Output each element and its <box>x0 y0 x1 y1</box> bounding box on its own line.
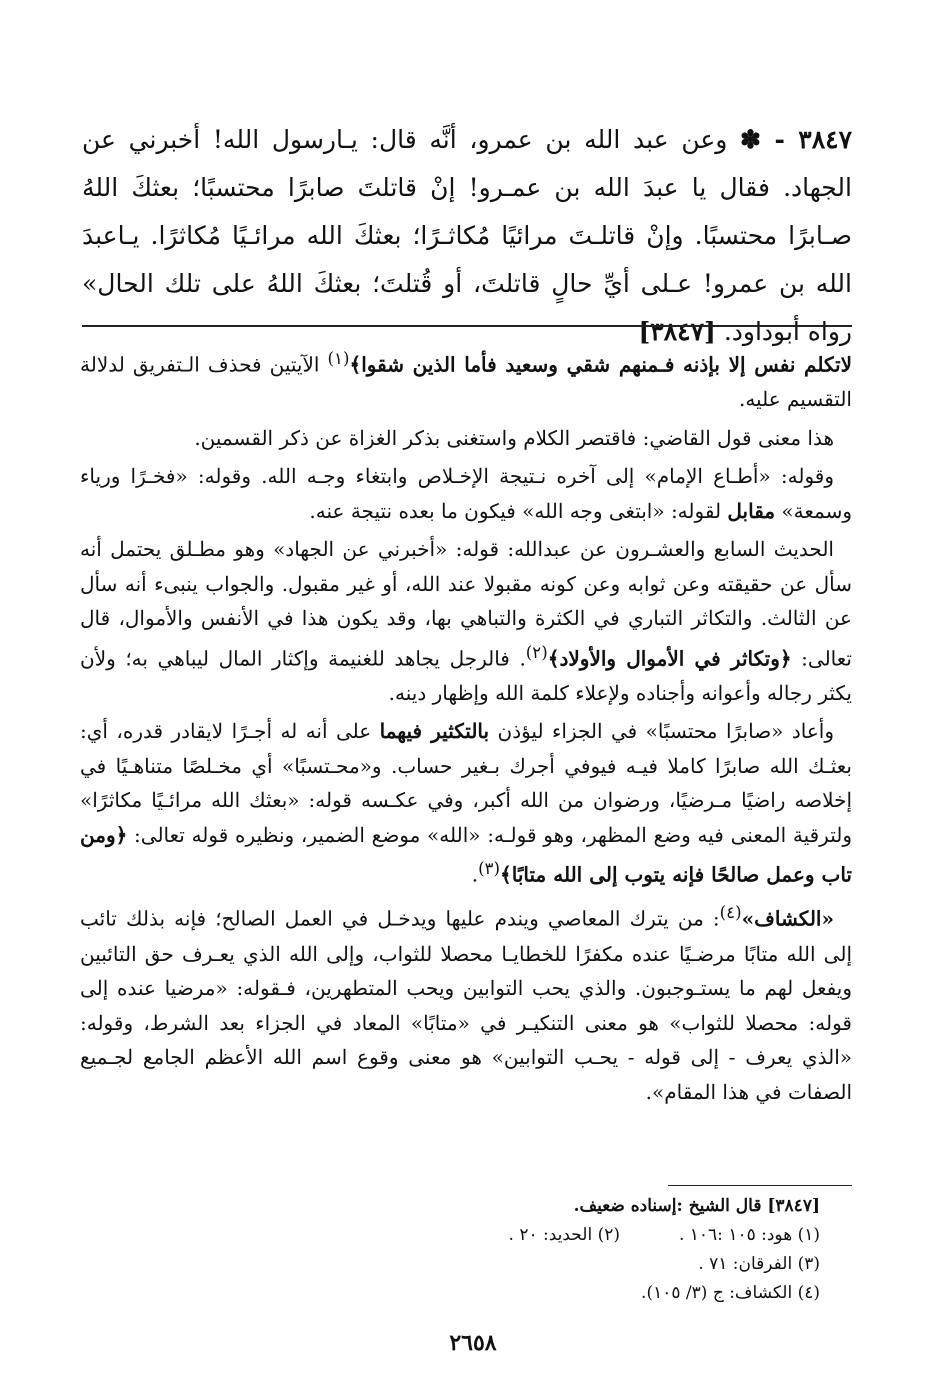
commentary-paragraph-1 <box>80 342 852 417</box>
hadith-body: وعن عبد الله بن عمرو، أنَّه قال: يـارسول الله! أخبرني عن الجهاد. فقال يا عبدَ الله بن عمـرو! إنْ قاتلتَ صابرًا محتسبًا؛ بعثكَ اللهُ صـابرًا محتسبًا. وإنْ قاتلـتَ مرائيًا مُكاثـرًا؛ بعثكَ الله مرائـيًا مُكاثرًا. يـاعبدَ الله بن عمرو! عـلى أيِّ حالٍ قاتلتَ، أو قُتلتَ؛ بعثكَ اللهُ على تلك الحال» رواه أبوداود. <box>82 125 852 346</box>
footnote-row <box>380 1221 820 1250</box>
hadith-reference: [٣٨٤٧] <box>638 317 716 346</box>
commentary-text: الحديث السابع والعشـرون عن عبدالله: قوله: «أخبرني عن الجهاد» وهو مطـلق يحتمل أنه سأل عن حقيقته وعن ثوابه وعن كونه مقبولا عند الله، أو غير مقبول. والجواب ينبىء أنه سأل عن الثالث. والتكاثر التباري في الكثرة والتباهي بها، وقد يكون هذا في الأنفس والأموال، قال تعالى: <box>80 537 852 671</box>
commentary-text: هذا معنى قول القاضي: فاقتصر الكلام واستغنى بذكر الغزاة عن ذكر القسمين. <box>194 425 834 450</box>
hadith-text-block <box>82 116 852 356</box>
footnote-divider <box>668 1185 852 1186</box>
footnote-4: (٤) الكشاف: ج (٣/ ١٠٥). <box>641 1283 820 1303</box>
footnote-3: (٣) الفرقان: ٧١ . <box>698 1254 820 1274</box>
commentary-text: الآيتين فحذف الـتفريق لدلالة التقسيم عليه. <box>80 352 852 412</box>
footnote-marker: (٣) <box>478 859 501 879</box>
quran-quote: ﴿وتكاثر في الأموال والأولاد﴾ <box>547 646 792 671</box>
commentary-text: وأعاد «صابرًا محتسبًا» في الجزاء ليؤذن <box>489 719 834 744</box>
footnote-2: (٢) الحديد: ٢٠ . <box>508 1225 620 1245</box>
bold-term: بالتكثير فيهما <box>379 719 490 744</box>
commentary-block <box>80 342 852 1113</box>
footnote-grade: [٣٨٤٧] قال الشيخ :إسناده ضعيف. <box>573 1196 820 1216</box>
commentary-text: على أنه له أجـرًا لايقادر قدره، أي: بعثـك الله صابرًا كاملا فيـه فيوفي أجرك بـغير حساب. و«محـتسبًا» أي مخـلصًا متناهـيًا في إخلاصه راضيًا مـرضيًا، ورضوان من الله أكبر، وفي عكـسه قوله: «بعثك الله مرائـيًا مكاثرًا» ولترقية المعنى فيه وضع المظهر، وهو قولـه: «الله» موضع الضمير، ونظيره قوله تعالى: <box>80 719 852 847</box>
commentary-paragraph-6 <box>80 896 852 1109</box>
commentary-text: . فالرجل يجاهد للغنيمة وإكثار المال ليباهي به؛ ولأن يكثر رجاله وأعوانه وأجناده ولإعلاء كلمة الله وإظهار دينه. <box>80 646 852 705</box>
quran-quote: ﴿ومن تاب وعمل صالحًا فإنه يتوب إلى الله متابًا﴾ <box>80 822 852 887</box>
footnotes-block <box>380 1192 820 1308</box>
commentary-paragraph-5 <box>80 714 852 892</box>
section-divider <box>82 325 852 327</box>
commentary-paragraph-2 <box>80 421 852 456</box>
commentary-text: وقوله: «أطـاع الإمام» إلى آخره نـتيجة الإخـلاص وابتغاء وجـه الله. وقوله: «فخـرًا ورياء وسمعة» <box>80 464 852 523</box>
footnote-1: (١) هود: ١٠٥ :١٠٦ . <box>678 1225 820 1245</box>
commentary-paragraph-4 <box>80 532 852 710</box>
commentary-text: : من يترك المعاصي ويندم عليها ويدخـل في العمل الصالح؛ فإنه بذلك تائب إلى الله متابًا مرضـيًا عنده مكفرًا للخطايـا محصلا للثواب، وإلى الله الذي يعـرف حق التائبين ويفعل لهم ما يستـوجبون. والذي يحب التوابين ويحب المتطهرين، فـقوله: «مرضيا عنده إلى قوله: محصلا للثواب» هو معنى التنكيـر في «متابًا» المعاد في الجزاء بعد الشرط، وقوله: «الذي يعرف - إلى قوله - يحـب التوابين» هو معنى وقوع اسم الله الأعظم الجامع لجـميع الصفات في هذا المقام». <box>80 907 852 1104</box>
commentary-text: لقوله: «ابتغى وجه الله» فيكون ما بعده نتيجة عنه. <box>309 498 728 523</box>
bold-term: مقابل <box>727 498 776 523</box>
commentary-paragraph-3 <box>80 459 852 528</box>
footnote-marker: (٢) <box>525 642 548 662</box>
footnote-marker: (٤) <box>719 903 742 923</box>
commentary-text: . <box>471 862 479 887</box>
footnote-marker: (١) <box>327 349 350 368</box>
quran-quote: لاتكلم نفس إلا بإذنه فـمنهم شقي وسعيد فأما الذين شقوا﴾ <box>349 352 852 377</box>
hadith-number: ٣٨٤٧ - ✽ <box>740 125 852 154</box>
bold-term: «الكشاف» <box>741 907 834 932</box>
page-number: ٢٦٥٨ <box>449 1330 497 1356</box>
